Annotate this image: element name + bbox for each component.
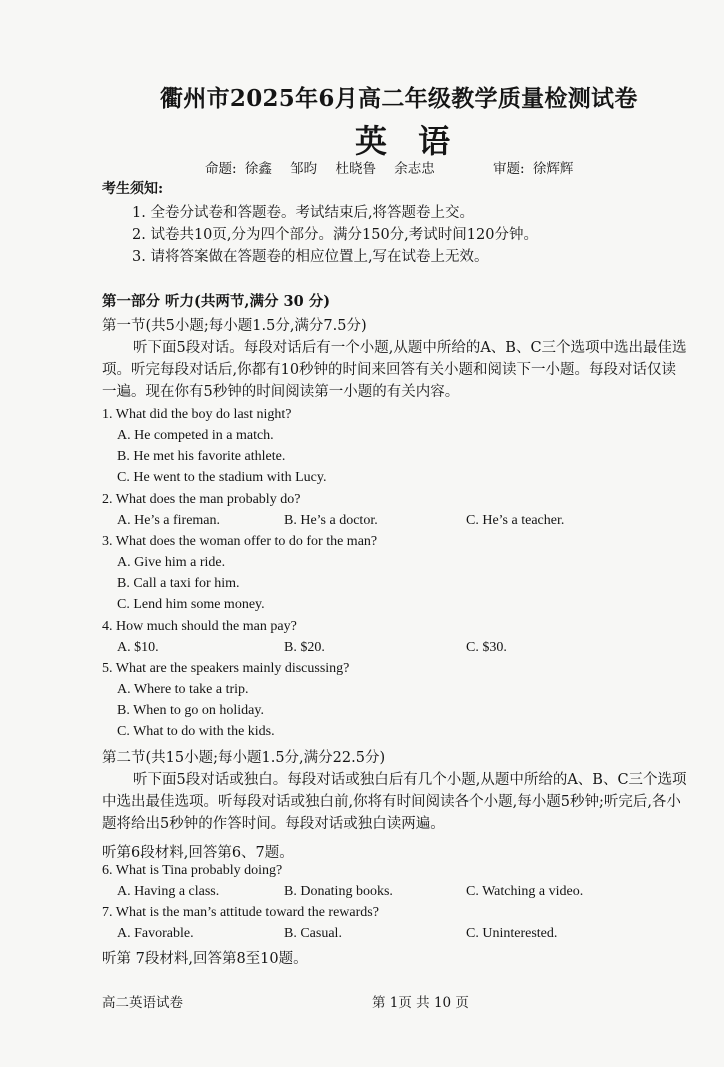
question-stem: 6. What is Tina probably doing?: [102, 863, 283, 878]
setter-name: 杜晓鲁: [335, 161, 376, 177]
option-a: A. He competed in a match.: [117, 428, 274, 443]
option-a: A. Give him a ride.: [117, 555, 226, 570]
footer-exam-name: 高二英语试卷: [102, 995, 183, 1011]
exam-title: 衢州市2025年6月高二年级教学质量检测试卷: [160, 85, 638, 112]
option-c: C. $30.: [466, 640, 507, 655]
notice-heading: 考生须知:: [102, 181, 164, 197]
notice-item: 2. 试卷共10页,分为四个部分。满分150分,考试时间120分钟。: [132, 227, 538, 243]
part1-heading: 第一部分 听力(共两节,满分 30 分): [102, 293, 331, 310]
option-c: C. He’s a teacher.: [466, 513, 565, 528]
question-stem: 3. What does the woman offer to do for the man?: [102, 534, 378, 549]
question-stem: 1. What did the boy do last night?: [102, 407, 292, 422]
option-c: C. Lend him some money.: [117, 597, 265, 612]
option-a: A. Where to take a trip.: [117, 682, 249, 697]
setter-name: 余志忠: [394, 161, 435, 177]
section2-instructions: 听下面5段对话或独白。每段对话或独白后有几个小题,从题中所给的A、B、C三个选项中选出最佳选项。听每段对话或独白前,你将有时间阅读各个小题,每小题5秒钟;听完后,各小题将给出5秒钟的作答时间。每段对话或独白读两遍。: [102, 772, 687, 832]
notice-item: 1. 全卷分试卷和答题卷。考试结束后,将答题卷上交。: [132, 205, 475, 221]
material-7-note: 听第 7段材料,回答第8至10题。: [102, 951, 308, 967]
subject-title: 英 语: [355, 122, 461, 160]
section1-heading: 第一节(共5小题;每小题1.5分,满分7.5分): [102, 318, 367, 334]
question-stem: 5. What are the speakers mainly discussing?: [102, 661, 350, 676]
setters-label: 命题:: [205, 161, 237, 177]
option-c: C. Watching a video.: [466, 884, 584, 899]
option-b: B. Call a taxi for him.: [117, 576, 240, 591]
option-b: B. Donating books.: [284, 884, 393, 899]
authors-line: [205, 157, 587, 177]
section1-instructions: 听下面5段对话。每段对话后有一个小题,从题中所给的A、B、C三个选项中选出最佳选项。听完每段对话后,你都有10秒钟的时间来回答有关小题和阅读下一小题。每段对话仅读一遍。现在你有5秒钟的时间阅读第一小题的有关内容。: [102, 340, 687, 400]
setter-name: 邹昀: [290, 161, 318, 177]
option-c: C. Uninterested.: [466, 926, 558, 941]
option-c: C. He went to the stadium with Lucy.: [117, 470, 327, 485]
option-a: A. He’s a fireman.: [117, 513, 221, 528]
reviewer-name: 徐辉辉: [532, 161, 574, 177]
question-stem: 4. How much should the man pay?: [102, 619, 297, 634]
option-a: A. Favorable.: [117, 926, 194, 941]
option-c: C. What to do with the kids.: [117, 724, 275, 739]
option-b: B. $20.: [284, 640, 325, 655]
option-b: B. He met his favorite athlete.: [117, 449, 286, 464]
setter-name: 徐鑫: [244, 161, 272, 177]
question-stem: 7. What is the man’s attitude toward the rewards?: [102, 905, 379, 920]
option-a: A. $10.: [117, 640, 159, 655]
notice-item: 3. 请将答案做在答题卷的相应位置上,写在试卷上无效。: [132, 249, 489, 265]
material-6-note: 听第6段材料,回答第6、7题。: [102, 845, 294, 861]
option-b: B. He’s a doctor.: [284, 513, 378, 528]
reviewer-label: 审题:: [493, 161, 525, 177]
section2-heading: 第二节(共15小题;每小题1.5分,满分22.5分): [102, 750, 386, 766]
footer-page-number: 第 1页 共 10 页: [372, 995, 469, 1011]
question-stem: 2. What does the man probably do?: [102, 492, 301, 507]
option-b: B. Casual.: [284, 926, 342, 941]
option-a: A. Having a class.: [117, 884, 220, 899]
option-b: B. When to go on holiday.: [117, 703, 264, 718]
